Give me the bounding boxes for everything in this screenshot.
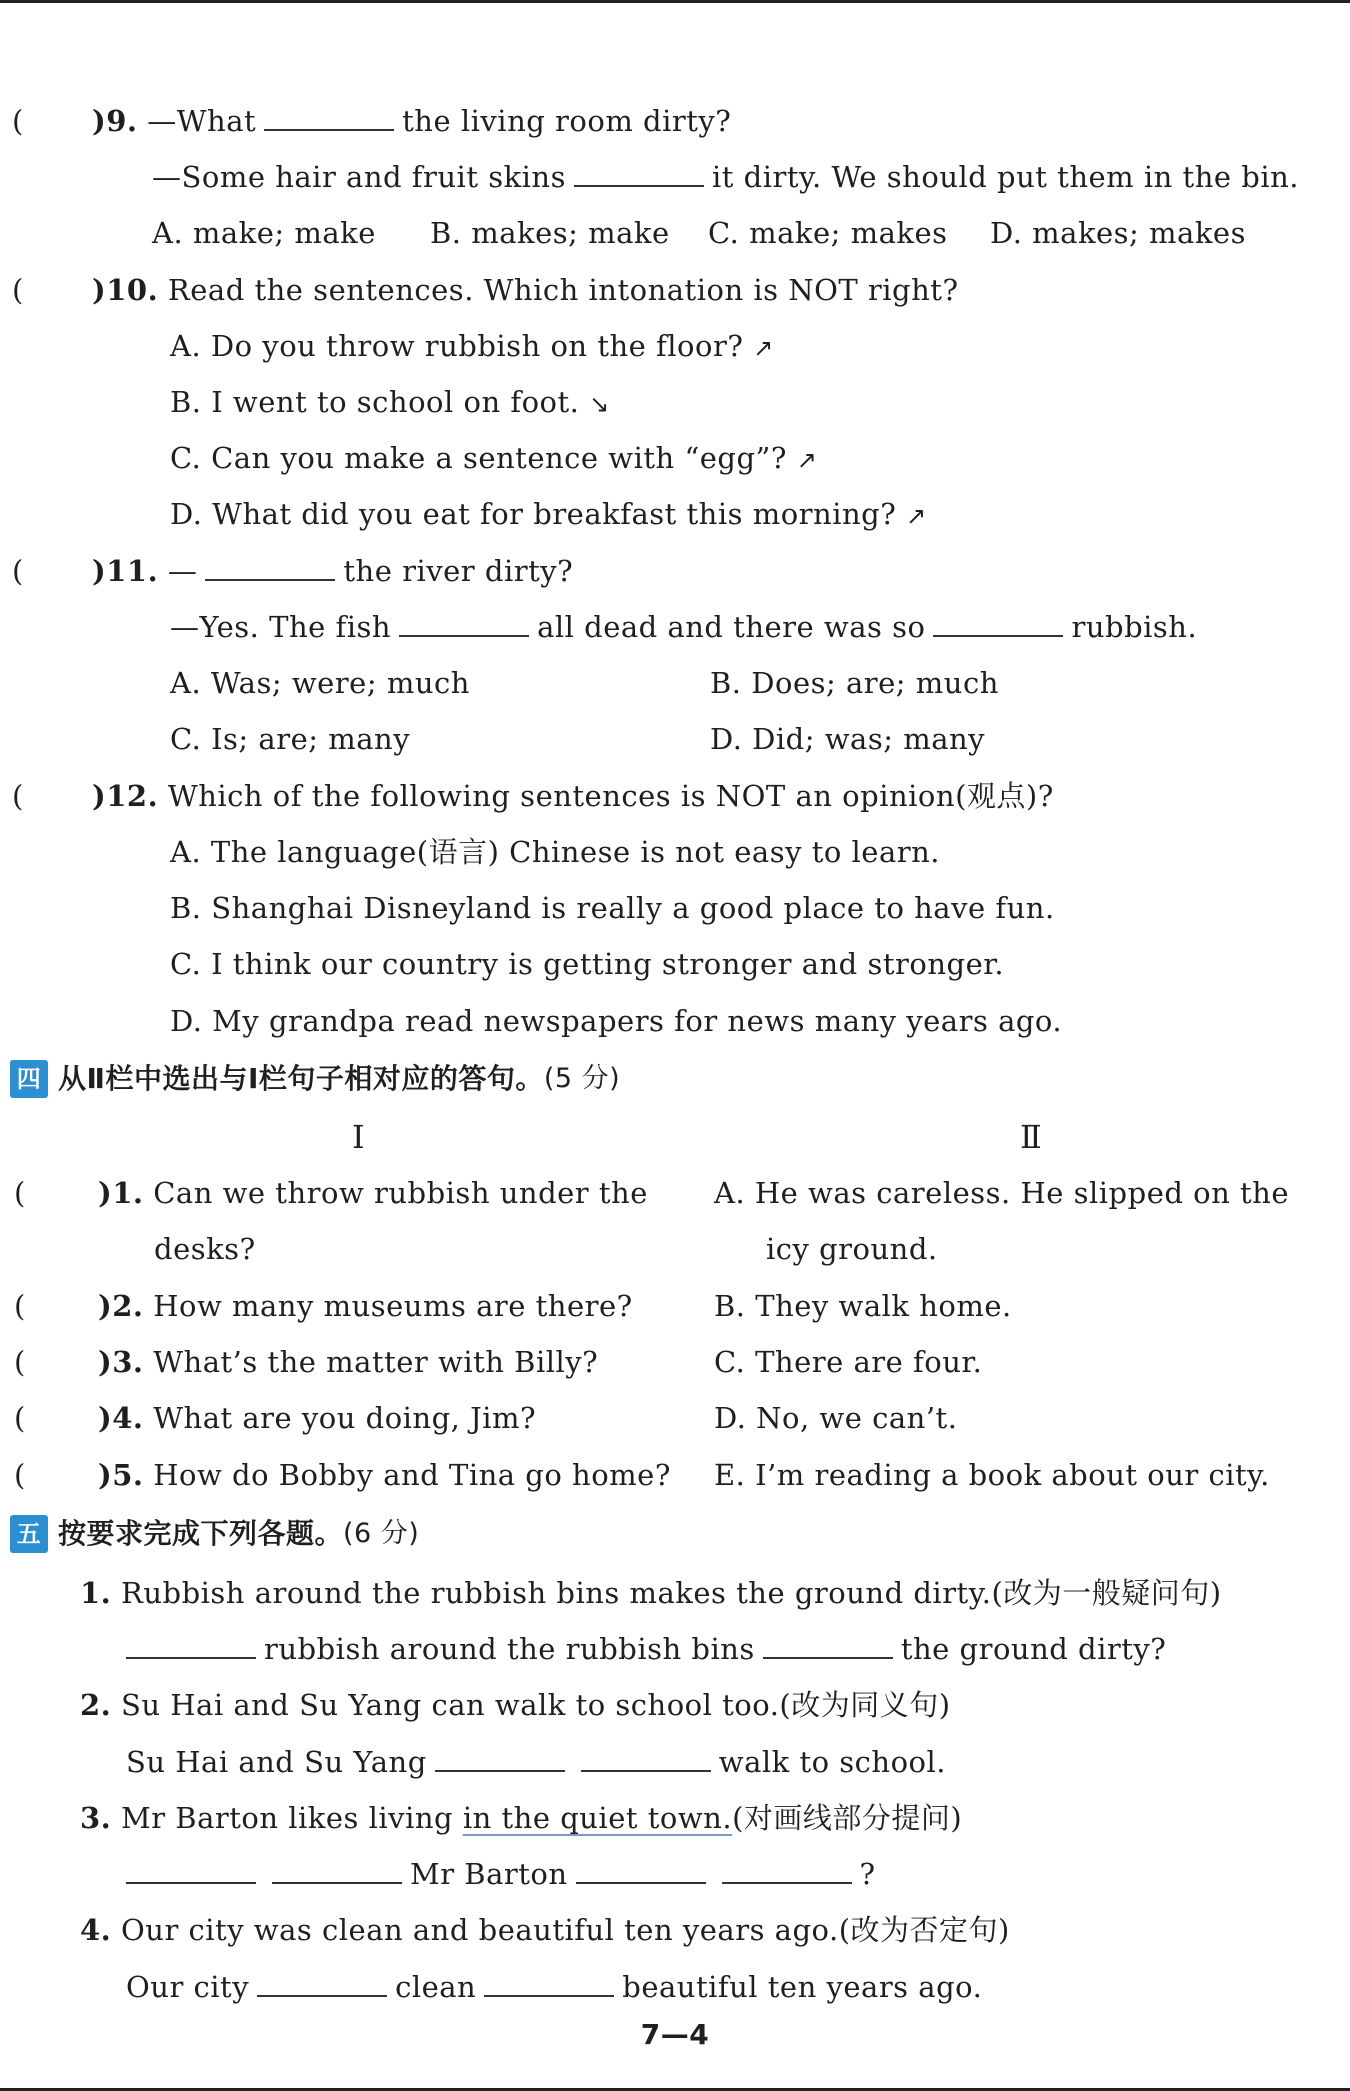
item-number: 4. — [80, 1913, 112, 1947]
option-text: C. Can you make a sentence with “egg”? — [170, 441, 787, 475]
response-text: all dead and there was so — [537, 610, 926, 644]
response-text: —Some hair and fruit skins — [152, 160, 566, 194]
question-number: )11. — [92, 554, 159, 588]
option-a: A. Was; were; much — [170, 666, 470, 700]
rewrite-item-3 — [80, 1798, 962, 1838]
match-right-b: B. They walk home. — [714, 1289, 1012, 1323]
match-left-4 — [98, 1398, 536, 1438]
answer-bracket-open: ( — [14, 1401, 26, 1435]
match-left-5 — [98, 1455, 671, 1495]
item-number: 2. — [80, 1688, 112, 1722]
answer-text: ? — [859, 1857, 876, 1891]
match-left-3 — [98, 1342, 598, 1382]
option-text: D. What did you eat for breakfast this morning? — [170, 497, 897, 531]
answer-blank[interactable] — [272, 1856, 402, 1884]
item-instruction: (对画线部分提问) — [732, 1801, 963, 1835]
match-left-2 — [98, 1286, 633, 1326]
left-text: What’s the matter with Billy? — [153, 1345, 599, 1379]
option-a: A. The language(语言) Chinese is not easy to learn. — [170, 835, 941, 869]
rewrite-answer-1 — [120, 1629, 1166, 1669]
section-badge: 四 — [10, 1060, 48, 1098]
answer-text: Su Hai and Su Yang — [126, 1745, 427, 1779]
stem-text: —What — [147, 104, 257, 138]
answer-blank[interactable] — [574, 159, 704, 187]
match-right-e: E. I’m reading a book about our city. — [714, 1458, 1270, 1492]
answer-text: clean — [395, 1970, 477, 2004]
answer-blank[interactable] — [205, 553, 335, 581]
answer-bracket-open: ( — [12, 273, 24, 307]
option-b: B. Does; are; much — [710, 666, 999, 700]
question-9-response — [152, 157, 1299, 197]
question-number: )1. — [98, 1176, 144, 1210]
answer-blank[interactable] — [126, 1631, 256, 1659]
rewrite-answer-3 — [120, 1854, 876, 1894]
answer-blank[interactable] — [399, 609, 529, 637]
answer-text: Our city — [126, 1970, 250, 2004]
question-11-response — [170, 607, 1197, 647]
question-number: )12. — [92, 779, 159, 813]
section-4-header — [10, 1057, 620, 1099]
answer-blank[interactable] — [933, 609, 1063, 637]
item-text: Su Hai and Su Yang can walk to school too.(改为同义句) — [121, 1688, 951, 1722]
stem-text: the river dirty? — [343, 554, 574, 588]
answer-blank[interactable] — [435, 1744, 565, 1772]
question-number: )5. — [98, 1458, 144, 1492]
match-right-a-cont: icy ground. — [766, 1232, 938, 1266]
question-number: )9. — [92, 104, 138, 138]
question-11-stem — [92, 551, 573, 591]
option-d: D. makes; makes — [990, 216, 1246, 250]
answer-text: the ground dirty? — [900, 1632, 1167, 1666]
answer-bracket-open: ( — [12, 779, 24, 813]
rewrite-item-4 — [80, 1910, 1010, 1950]
stem-text: the living room dirty? — [402, 104, 732, 138]
answer-text: Mr Barton — [410, 1857, 568, 1891]
item-text: Rubbish around the rubbish bins makes the ground dirty.(改为一般疑问句) — [121, 1576, 1222, 1610]
rewrite-answer-4 — [126, 1967, 982, 2007]
question-number: )2. — [98, 1289, 144, 1323]
question-12-stem — [92, 776, 1054, 816]
response-text: it dirty. We should put them in the bin. — [712, 160, 1299, 194]
section-5-header — [10, 1512, 419, 1554]
column-1-heading: Ⅰ — [352, 1118, 366, 1156]
match-right-d: D. No, we can’t. — [714, 1401, 958, 1435]
option-c: C. make; makes — [708, 216, 948, 250]
option-d: D. My grandpa read newspapers for news many years ago. — [170, 1004, 1063, 1038]
item-number: 1. — [80, 1576, 112, 1610]
answer-text: walk to school. — [718, 1745, 947, 1779]
item-text: Our city was clean and beautiful ten years ago.(改为否定句) — [121, 1913, 1010, 1947]
section-badge: 五 — [10, 1515, 48, 1553]
column-2-heading: Ⅱ — [1020, 1118, 1043, 1156]
question-number: )4. — [98, 1401, 144, 1435]
match-right-c: C. There are four. — [714, 1345, 983, 1379]
answer-blank[interactable] — [581, 1744, 711, 1772]
answer-bracket-open: ( — [12, 554, 24, 588]
item-text: Mr Barton likes living — [121, 1801, 463, 1835]
option-c: C. I think our country is getting stronger and stronger. — [170, 947, 1005, 981]
option-text: B. I went to school on foot. — [170, 385, 580, 419]
section-score: (5 分) — [543, 1063, 621, 1094]
option-a: A. make; make — [152, 216, 376, 250]
option-text: A. Do you throw rubbish on the floor? — [170, 329, 744, 363]
option-d — [170, 494, 927, 536]
item-number: 3. — [80, 1801, 112, 1835]
match-left-1 — [98, 1173, 648, 1213]
match-right-a: A. He was careless. He slipped on the — [714, 1176, 1289, 1210]
answer-blank[interactable] — [576, 1856, 706, 1884]
rewrite-item-2 — [80, 1685, 951, 1725]
option-d: D. Did; was; many — [710, 722, 986, 756]
answer-bracket-open: ( — [14, 1176, 26, 1210]
answer-text: beautiful ten years ago. — [622, 1970, 983, 2004]
answer-blank[interactable] — [257, 1969, 387, 1997]
answer-blank[interactable] — [484, 1969, 614, 1997]
option-b — [170, 382, 610, 424]
section-score: (6 分) — [343, 1518, 420, 1549]
answer-blank[interactable] — [264, 103, 394, 131]
answer-bracket-open: ( — [12, 104, 24, 138]
question-number: )10. — [92, 273, 159, 307]
falling-arrow-icon: ↘ — [589, 390, 610, 418]
rewrite-answer-2 — [126, 1742, 946, 1782]
section-title: 从Ⅱ栏中选出与Ⅰ栏句子相对应的答句。 — [58, 1062, 544, 1095]
answer-bracket-open: ( — [14, 1458, 26, 1492]
rewrite-item-1 — [80, 1573, 1222, 1613]
answer-blank[interactable] — [763, 1631, 893, 1659]
question-10-stem — [92, 270, 959, 310]
left-text: What are you doing, Jim? — [153, 1401, 537, 1435]
rising-arrow-icon: ↗ — [753, 334, 774, 362]
response-text: —Yes. The fish — [170, 610, 392, 644]
left-text: How do Bobby and Tina go home? — [153, 1458, 671, 1492]
response-text: rubbish. — [1071, 610, 1198, 644]
left-text: How many museums are there? — [153, 1289, 633, 1323]
page-number: 7—4 — [640, 2018, 710, 2051]
section-title: 按要求完成下列各题。 — [58, 1517, 344, 1550]
answer-blank[interactable] — [126, 1856, 256, 1884]
left-text: Can we throw rubbish under the — [153, 1176, 648, 1210]
stem-text: Read the sentences. Which intonation is NOT right? — [167, 273, 959, 307]
answer-bracket-open: ( — [14, 1289, 26, 1323]
question-9-stem — [92, 101, 731, 141]
match-left-1-cont: desks? — [154, 1232, 256, 1266]
rising-arrow-icon: ↗ — [796, 446, 818, 474]
stem-text: — — [167, 554, 198, 588]
option-c — [170, 438, 817, 480]
option-a — [170, 326, 774, 368]
option-b: B. Shanghai Disneyland is really a good place to have fun. — [170, 891, 1055, 925]
stem-text: Which of the following sentences is NOT an opinion(观点)? — [167, 779, 1054, 813]
option-b: B. makes; make — [430, 216, 670, 250]
rising-arrow-icon: ↗ — [905, 502, 927, 530]
question-number: )3. — [98, 1345, 144, 1379]
answer-bracket-open: ( — [14, 1345, 26, 1379]
answer-blank[interactable] — [722, 1856, 852, 1884]
underlined-phrase: in the quiet town. — [462, 1801, 733, 1835]
answer-text: rubbish around the rubbish bins — [264, 1632, 755, 1666]
option-c: C. Is; are; many — [170, 722, 411, 756]
